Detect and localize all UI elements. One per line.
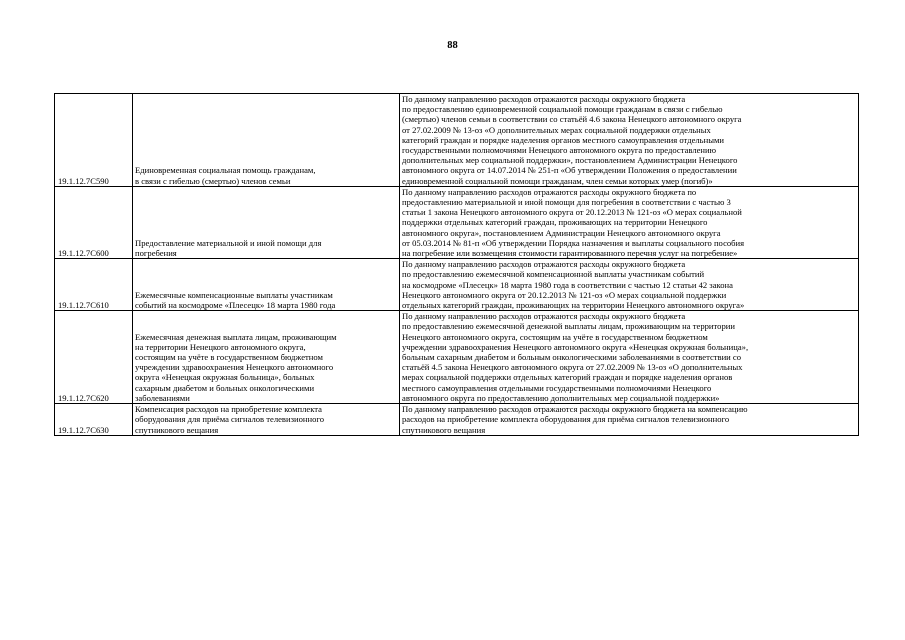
- expense-code-cell: 19.1.12.7С610: [55, 259, 133, 311]
- expense-code-cell: 19.1.12.7С630: [55, 404, 133, 436]
- expense-name-cell: [133, 311, 400, 404]
- expense-code-cell: 19.1.12.7С620: [55, 311, 133, 404]
- expense-name-cell: [133, 94, 400, 187]
- expense-description-line: мерах социальной поддержки отдельных категорий граждан и порядке наделения органов: [402, 372, 733, 383]
- table-row: [55, 259, 859, 311]
- expense-description-line: на погребение или возмещения стоимости гарантированного перечня услуг на погребение»: [402, 248, 738, 259]
- table-body: [55, 94, 859, 436]
- budget-classification-table: [54, 93, 859, 436]
- expense-description-line: По данному направлению расходов отражаются расходы окружного бюджета на компенсацию: [402, 404, 748, 415]
- expense-description-line: на космодроме «Плесецк» 18 марта 1980 года в соответствии с частью 12 статьи 42 закона: [402, 279, 733, 290]
- expense-name-line: учреждении здравоохранения Ненецкого автономного: [135, 362, 334, 373]
- expense-description-line: статьи 1 закона Ненецкого автономного округа от 20.12.2013 № 121-оз «О мерах социальной: [402, 207, 742, 218]
- expense-description-line: единовременной социальной помощи гражданам, член семьи которых умер (погиб)»: [402, 175, 713, 186]
- expense-description-line: от 27.02.2009 № 13-оз «О дополнительных мерах социальной поддержки отдельных: [402, 124, 711, 135]
- expense-name-cell: [133, 404, 400, 436]
- expense-description-line: учреждении здравоохранения Ненецкого автономного округа «Ненецкая окружная больница»,: [402, 341, 749, 352]
- expense-name-line: округа «Ненецкая окружная больница», больных: [135, 372, 315, 383]
- expense-description-line: поддержки отдельных категорий граждан, проживающих на территории Ненецкого: [402, 217, 708, 228]
- expense-description-cell: [400, 94, 859, 187]
- table-row: [55, 311, 859, 404]
- expense-name-line: оборудования для приёма сигналов телевизионного: [135, 414, 324, 425]
- expense-description-line: расходов на приобретение комплекта оборудования для приёма сигналов телевизионного: [402, 414, 730, 425]
- expense-description-line: По данному направлению расходов отражаются расходы окружного бюджета: [402, 311, 686, 322]
- expense-description-line: спутникового вещания: [402, 424, 486, 435]
- expense-name-line: Ежемесячная денежная выплата лицам, проживающим: [135, 331, 337, 342]
- expense-description-line: Ненецкого автономного округа, состоящим на учёте в государственном бюджетном: [402, 331, 708, 342]
- expense-name-line: сахарным диабетом и больных онкологическими: [135, 382, 315, 393]
- expense-description-line: По данному направлению расходов отражаются расходы окружного бюджета: [402, 259, 686, 270]
- expense-name-cell: [133, 259, 400, 311]
- expense-name-line: погребения: [135, 248, 177, 259]
- expense-description-line: больным сахарным диабетом и больным онкологическими заболеваниями в соответствии со: [402, 352, 742, 363]
- expense-description-line: категорий граждан и порядке наделения органов местного самоуправления отдельными: [402, 134, 725, 145]
- expense-description-line: автономного округа по предоставлению дополнительных мер социальной поддержки»: [402, 392, 720, 403]
- expense-code-cell: 19.1.12.7С590: [55, 94, 133, 187]
- expense-description-line: предоставлению материальной и иной помощи для погребения в соответствии с частью 3: [402, 197, 731, 208]
- table-row: [55, 404, 859, 436]
- expense-description-line: от 05.03.2014 № 81-п «Об утверждении Порядка назначения и выплаты социального пособия: [402, 237, 745, 248]
- expense-description-line: Ненецкого автономного округа от 20.12.2013 № 121-оз «О мерах социальной поддержки: [402, 289, 727, 300]
- expense-name-line: Единовременная социальная помощь гражданам,: [135, 165, 316, 176]
- expense-name-line: на территории Ненецкого автономного округа,: [135, 341, 306, 352]
- page-number: 88: [447, 40, 458, 51]
- expense-code-cell: 19.1.12.7С600: [55, 186, 133, 258]
- expense-description-cell: [400, 186, 859, 258]
- expense-name-line: состоящим на учёте в государственном бюджетном: [135, 352, 323, 363]
- expense-description-line: статьёй 4.5 закона Ненецкого автономного округа от 27.02.2009 № 13-оз «О дополнительных: [402, 362, 743, 373]
- expense-description-line: По данному направлению расходов отражаются расходы окружного бюджета: [402, 94, 686, 104]
- expense-name-line: заболеваниями: [135, 392, 190, 403]
- expense-name-line: спутникового вещания: [135, 424, 219, 435]
- expense-description-line: по предоставлению единовременной социальной помощи гражданам в связи с гибелью: [402, 104, 723, 115]
- expense-description-cell: [400, 311, 859, 404]
- expense-name-line: Компенсация расходов на приобретение комплекта: [135, 404, 322, 415]
- expense-description-line: По данному направлению расходов отражаются расходы окружного бюджета по: [402, 186, 697, 197]
- expense-name-line: Ежемесячные компенсационные выплаты участникам: [135, 289, 333, 300]
- expense-description-line: по предоставлению ежемесячной компенсационной выплаты участникам событий: [402, 269, 705, 280]
- expense-name-line: в связи с гибелью (смертью) членов семьи: [135, 175, 291, 186]
- expense-description-line: местного самоуправления отдельными государственными полномочиями Ненецкого: [402, 382, 712, 393]
- expense-description-line: государственными полномочиями Ненецкого автономного округа по предоставлению: [402, 145, 717, 156]
- expense-description-cell: [400, 259, 859, 311]
- expense-description-cell: [400, 404, 859, 436]
- expense-description-line: отдельных категорий граждан, проживающих на территории Ненецкого автономного округа»: [402, 300, 745, 311]
- expense-name-line: событий на космодроме «Плесецк» 18 марта 1980 года: [135, 300, 336, 311]
- table-row: [55, 186, 859, 258]
- expense-description-line: по предоставлению ежемесячной денежной выплаты лицам, проживающим на территории: [402, 321, 735, 332]
- expense-name-cell: [133, 186, 400, 258]
- expense-description-line: дополнительных мер социальной поддержки», постановлением Администрации Ненецкого: [402, 155, 738, 166]
- expense-description-line: (смертью) членов семьи в соответствии со статьёй 4.6 закона Ненецкого автономного округа: [402, 114, 742, 125]
- table-row: [55, 94, 859, 187]
- expense-description-line: автономного округа от 14.07.2014 № 251-п «Об утверждении Положения о предоставлении: [402, 165, 737, 176]
- expense-description-line: автономного округа», постановлением Администрации Ненецкого автономного округа: [402, 227, 721, 238]
- expense-name-line: Предоставление материальной и иной помощи для: [135, 237, 322, 248]
